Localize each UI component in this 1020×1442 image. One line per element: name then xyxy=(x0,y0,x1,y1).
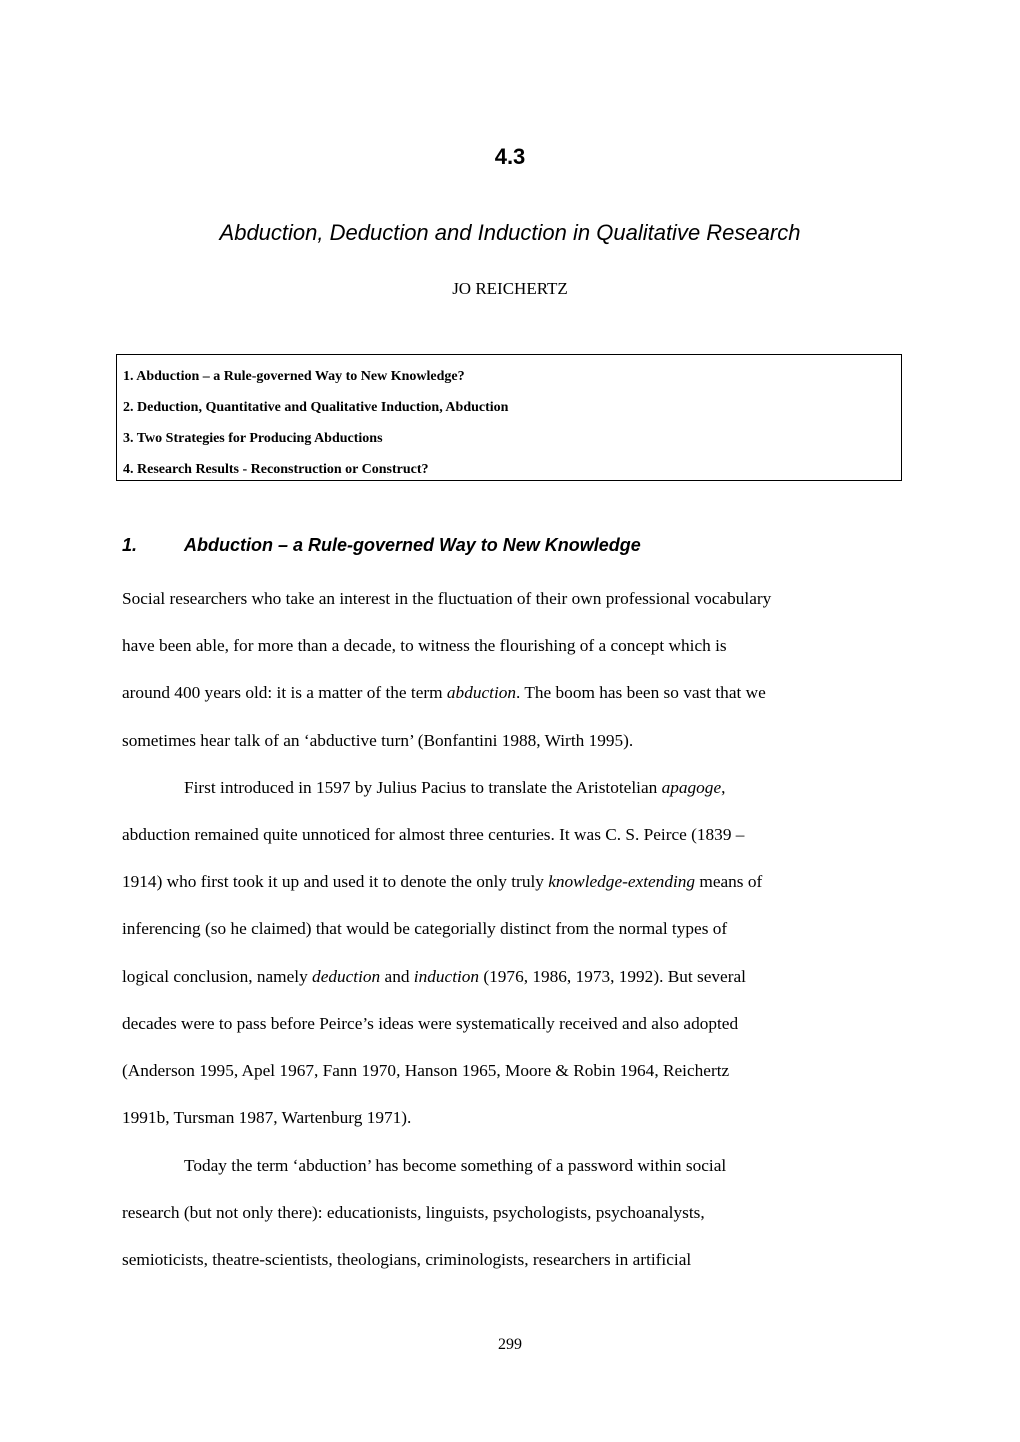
table-of-contents xyxy=(116,354,902,481)
section-title: Abduction – a Rule-governed Way to New Knowledge xyxy=(184,535,641,555)
text-run: , xyxy=(721,778,726,797)
emphasis-term: knowledge-extending xyxy=(548,872,696,891)
emphasis-term: induction xyxy=(413,967,480,986)
text-run: First introduced in 1597 by Julius Pacius to translate the Aristotelian xyxy=(184,778,662,797)
emphasis-term: deduction xyxy=(312,967,381,986)
paragraph-line: abduction remained quite unnoticed for almost three centuries. It was C. S. Peirce (1839 – xyxy=(122,825,745,844)
text-run: around 400 years old: it is a matter of the term xyxy=(122,683,447,702)
paragraph-line: semioticists, theatre-scientists, theologians, criminologists, researchers in artificial xyxy=(122,1250,692,1269)
paragraph-line: research (but not only there): educationists, linguists, psychologists, psychoanalysts, xyxy=(122,1203,705,1222)
text-run: logical conclusion, namely xyxy=(122,967,313,986)
section-number: 1. xyxy=(122,535,138,555)
paragraph-line: sometimes hear talk of an ‘abductive turn’ (Bonfantini 1988, Wirth 1995). xyxy=(122,731,634,750)
paragraph-line: 1991b, Tursman 1987, Wartenburg 1971). xyxy=(122,1108,412,1127)
author-name: JO REICHERTZ xyxy=(452,279,568,298)
paragraph-line: have been able, for more than a decade, to witness the flourishing of a concept which is xyxy=(122,636,727,655)
paragraph-line xyxy=(122,683,766,703)
paragraph-line: Today the term ‘abduction’ has become something of a password within social xyxy=(184,1156,727,1175)
emphasis-term: abduction xyxy=(446,683,517,702)
page-number: 299 xyxy=(498,1336,522,1353)
paragraph-line: inferencing (so he claimed) that would be categorially distinct from the normal types of xyxy=(122,919,728,938)
text-run: means of xyxy=(695,872,763,891)
toc-item: 2. Deduction, Quantitative and Qualitative Induction, Abduction xyxy=(123,400,509,415)
chapter-title: Abduction, Deduction and Induction in Qualitative Research xyxy=(219,220,801,245)
text-run: . The boom has been so vast that we xyxy=(516,683,766,702)
toc-item: 1. Abduction – a Rule-governed Way to New Knowledge? xyxy=(123,369,465,384)
chapter-number: 4.3 xyxy=(494,144,526,169)
text-run: 1914) who first took it up and used it to denote the only truly xyxy=(122,872,549,891)
text-run: and xyxy=(380,967,414,986)
emphasis-term: apagoge xyxy=(661,778,722,797)
paragraph-line: decades were to pass before Peirce’s ideas were systematically received and also adopted xyxy=(122,1014,739,1033)
paragraph-line xyxy=(122,872,762,892)
paragraph-line: Social researchers who take an interest in the fluctuation of their own professional vocabulary xyxy=(122,589,772,608)
paragraph-line: (Anderson 1995, Apel 1967, Fann 1970, Hanson 1965, Moore & Robin 1964, Reichertz xyxy=(122,1061,730,1080)
paragraph-line xyxy=(184,778,725,798)
text-run: (1976, 1986, 1973, 1992). But several xyxy=(479,967,746,986)
paragraph-line xyxy=(122,967,746,987)
toc-item: 3. Two Strategies for Producing Abductions xyxy=(123,431,383,446)
toc-item: 4. Research Results - Reconstruction or Construct? xyxy=(123,462,429,477)
section-heading xyxy=(122,535,641,556)
